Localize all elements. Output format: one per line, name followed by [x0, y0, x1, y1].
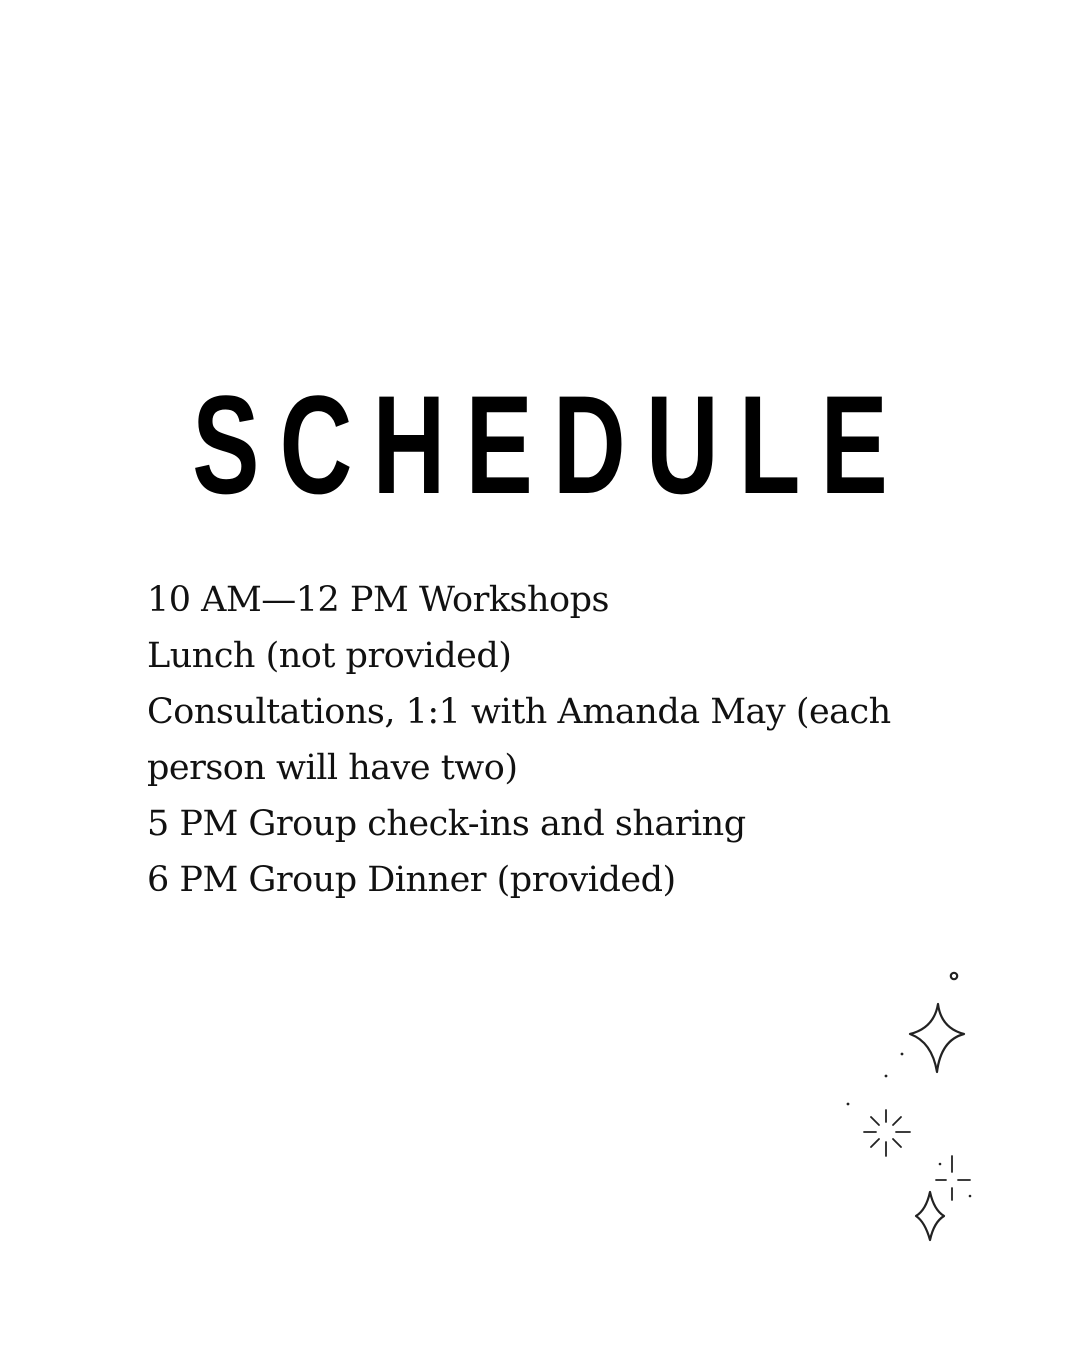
small-star-icon	[916, 1192, 944, 1240]
schedule-item-lunch: Lunch (not provided)	[147, 636, 512, 676]
cross-sparkle-icon	[936, 1156, 971, 1200]
small-circle-icon	[951, 973, 957, 979]
page-title: SCHEDULE	[192, 366, 908, 523]
schedule-item-check-ins: 5 PM Group check-ins and sharing	[147, 804, 746, 844]
schedule-item-dinner: 6 PM Group Dinner (provided)	[147, 860, 676, 900]
schedule-item-consultations: Consultations, 1:1 with Amanda May (each person will have two)	[147, 692, 891, 788]
sparkles-icon	[830, 960, 990, 1260]
large-star-icon	[910, 1004, 964, 1072]
burst-sparkle-icon	[864, 1110, 910, 1156]
schedule-item-workshops: 10 AM—12 PM Workshops	[147, 580, 609, 620]
schedule-list	[147, 572, 947, 908]
